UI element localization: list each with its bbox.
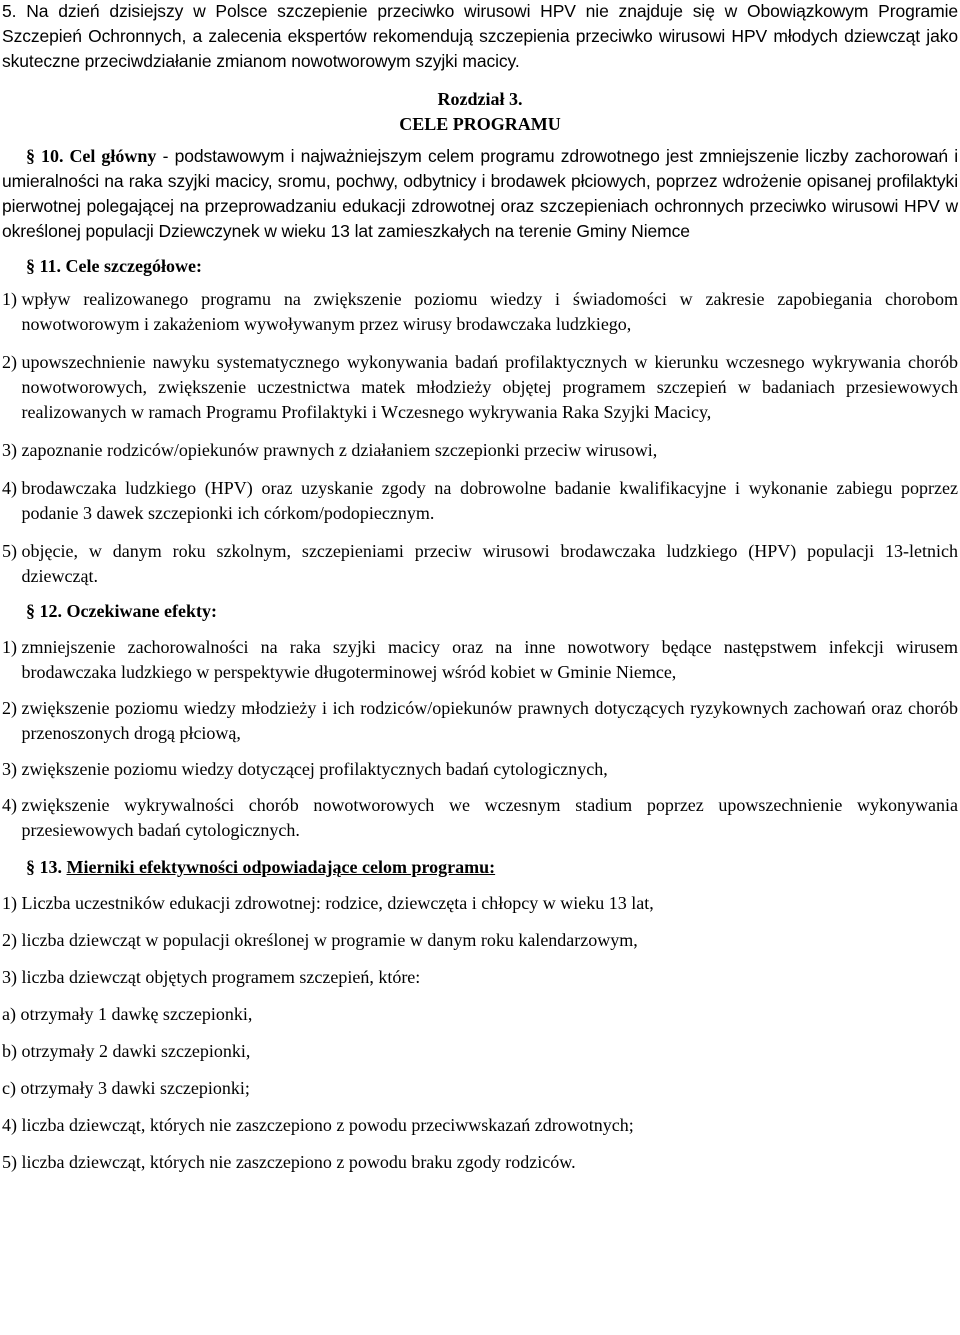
list-item: b) otrzymały 2 dawki szczepionki, (2, 1041, 251, 1061)
section-12-heading (2, 599, 958, 624)
section-13-list (2, 891, 958, 1175)
section-13-label: Mierniki efektywności odpowiadające celom programu: (66, 857, 496, 877)
list-item: 1) wpływ realizowanego programu na zwiększenie poziomu wiedzy i świadomości w zakresie zapobiegania chorobom nowotworowym i zakażeniom wywoływanym przez wirusy brodawczaka ludzkiego, (2, 289, 958, 334)
list-item: 4) liczba dziewcząt, których nie zaszczepiono z powodu przeciwwskazań zdrowotnych; (2, 1115, 634, 1135)
section-12-number: § 12. (26, 601, 62, 621)
section-12-label: Oczekiwane efekty: (66, 601, 217, 621)
list-item: 2) zwiększenie poziomu wiedzy młodzieży i ich rodziców/opiekunów prawnych dotyczących ryzykownych zachowań oraz chorób przenoszonych drogą płciową, (2, 698, 958, 743)
list-item: 5) liczba dziewcząt, których nie zaszczepiono z powodu braku zgody rodziców. (2, 1152, 576, 1172)
list-item: 2) liczba dziewcząt w populacji określonej w programie w danym roku kalendarzowym, (2, 930, 638, 950)
list-item: 3) zwiększenie poziomu wiedzy dotyczącej profilaktycznych badań cytologicznych, (2, 759, 608, 779)
list-item: a) otrzymały 1 dawkę szczepionki, (2, 1004, 253, 1024)
section-10-number: § 10. (26, 146, 64, 166)
section-10-text: - podstawowym i najważniejszym celem programu zdrowotnego jest zmniejszenie liczby zachorowań i umieralności na raka szyjki macicy, sromu, pochwy, odbytnicy i brodawek płciowych, poprzez wdrożenie opisanej profilaktyki pierwotnej polegającej na przeprowadzaniu edukacji zdrowotnej oraz szczepieniach ochronnych przeciwko wirusowi HPV w określonej populacji Dziewczynek w wieku 13 lat zamieszkałych na terenie Gminy Niemce (2, 146, 959, 241)
section-10 (2, 144, 958, 244)
section-11-heading (2, 254, 958, 279)
section-11-number: § 11. (26, 256, 62, 276)
list-item: 4) zwiększenie wykrywalności chorób nowotworowych we wczesnym stadium poprzez upowszechnienie wykonywania przesiewowych badań cytologicznych. (2, 795, 958, 840)
section-13-number: § 13. (26, 857, 62, 877)
list-item: 2) upowszechnienie nawyku systematycznego wykonywania badań profilaktycznych w kierunku wczesnego wykrywania chorób nowotworowych, zwiększenie uczestnictwa matek młodzieży objętej programem szczepień w badaniach przesiewowych realizowanych w ramach Programu Profilaktyki i Wczesnego wykrywania Raka Szyjki Macicy, (2, 352, 958, 422)
chapter-number: Rozdział 3. (437, 89, 523, 109)
section-13-heading (2, 855, 958, 880)
list-item: 5) objęcie, w danym roku szkolnym, szczepieniami przeciw wirusowi brodawczaka ludzkiego (HPV) populacji 13-letnich dziewcząt. (2, 541, 958, 586)
list-item: 4) brodawczaka ludzkiego (HPV) oraz uzyskanie zgody na dobrowolne badanie kwalifikacyjne i wykonanie zabiegu poprzez podanie 3 dawek szczepionki ich córkom/podopiecznym. (2, 478, 958, 523)
section-12-list (2, 635, 958, 843)
section-10-label: Cel główny (69, 146, 157, 166)
list-item: 3) liczba dziewcząt objętych programem szczepień, które: (2, 967, 421, 987)
list-item: 1) zmniejszenie zachorowalności na raka szyjki macicy oraz na inne nowotwory będące następstwem infekcji wirusem brodawczaka ludzkiego w perspektywie długoterminowej wśród kobiet w Gminie Niemce, (2, 637, 958, 682)
list-item: 1) Liczba uczestników edukacji zdrowotnej: rodzice, dziewczęta i chłopcy w wieku 13 lat, (2, 893, 654, 913)
list-item: c) otrzymały 3 dawki szczepionki; (2, 1078, 250, 1098)
section-11-label: Cele szczegółowe: (65, 256, 202, 276)
section-11-list (2, 287, 958, 589)
intro-paragraph: 5. Na dzień dzisiejszy w Polsce szczepienie przeciwko wirusowi HPV nie znajduje się w Obowiązkowym Programie Szczepień Ochronnych, a zalecenia ekspertów rekomendują szczepienia przeciwko wirusowi HPV młodych dziewcząt jako skuteczne przeciwdziałanie zmianom nowotworowym szyjki macicy. (2, 1, 958, 71)
list-item: 3) zapoznanie rodziców/opiekunów prawnych z działaniem szczepionki przeciw wirusowi, (2, 440, 658, 460)
chapter-heading (2, 87, 958, 137)
chapter-title: CELE PROGRAMU (399, 114, 561, 134)
